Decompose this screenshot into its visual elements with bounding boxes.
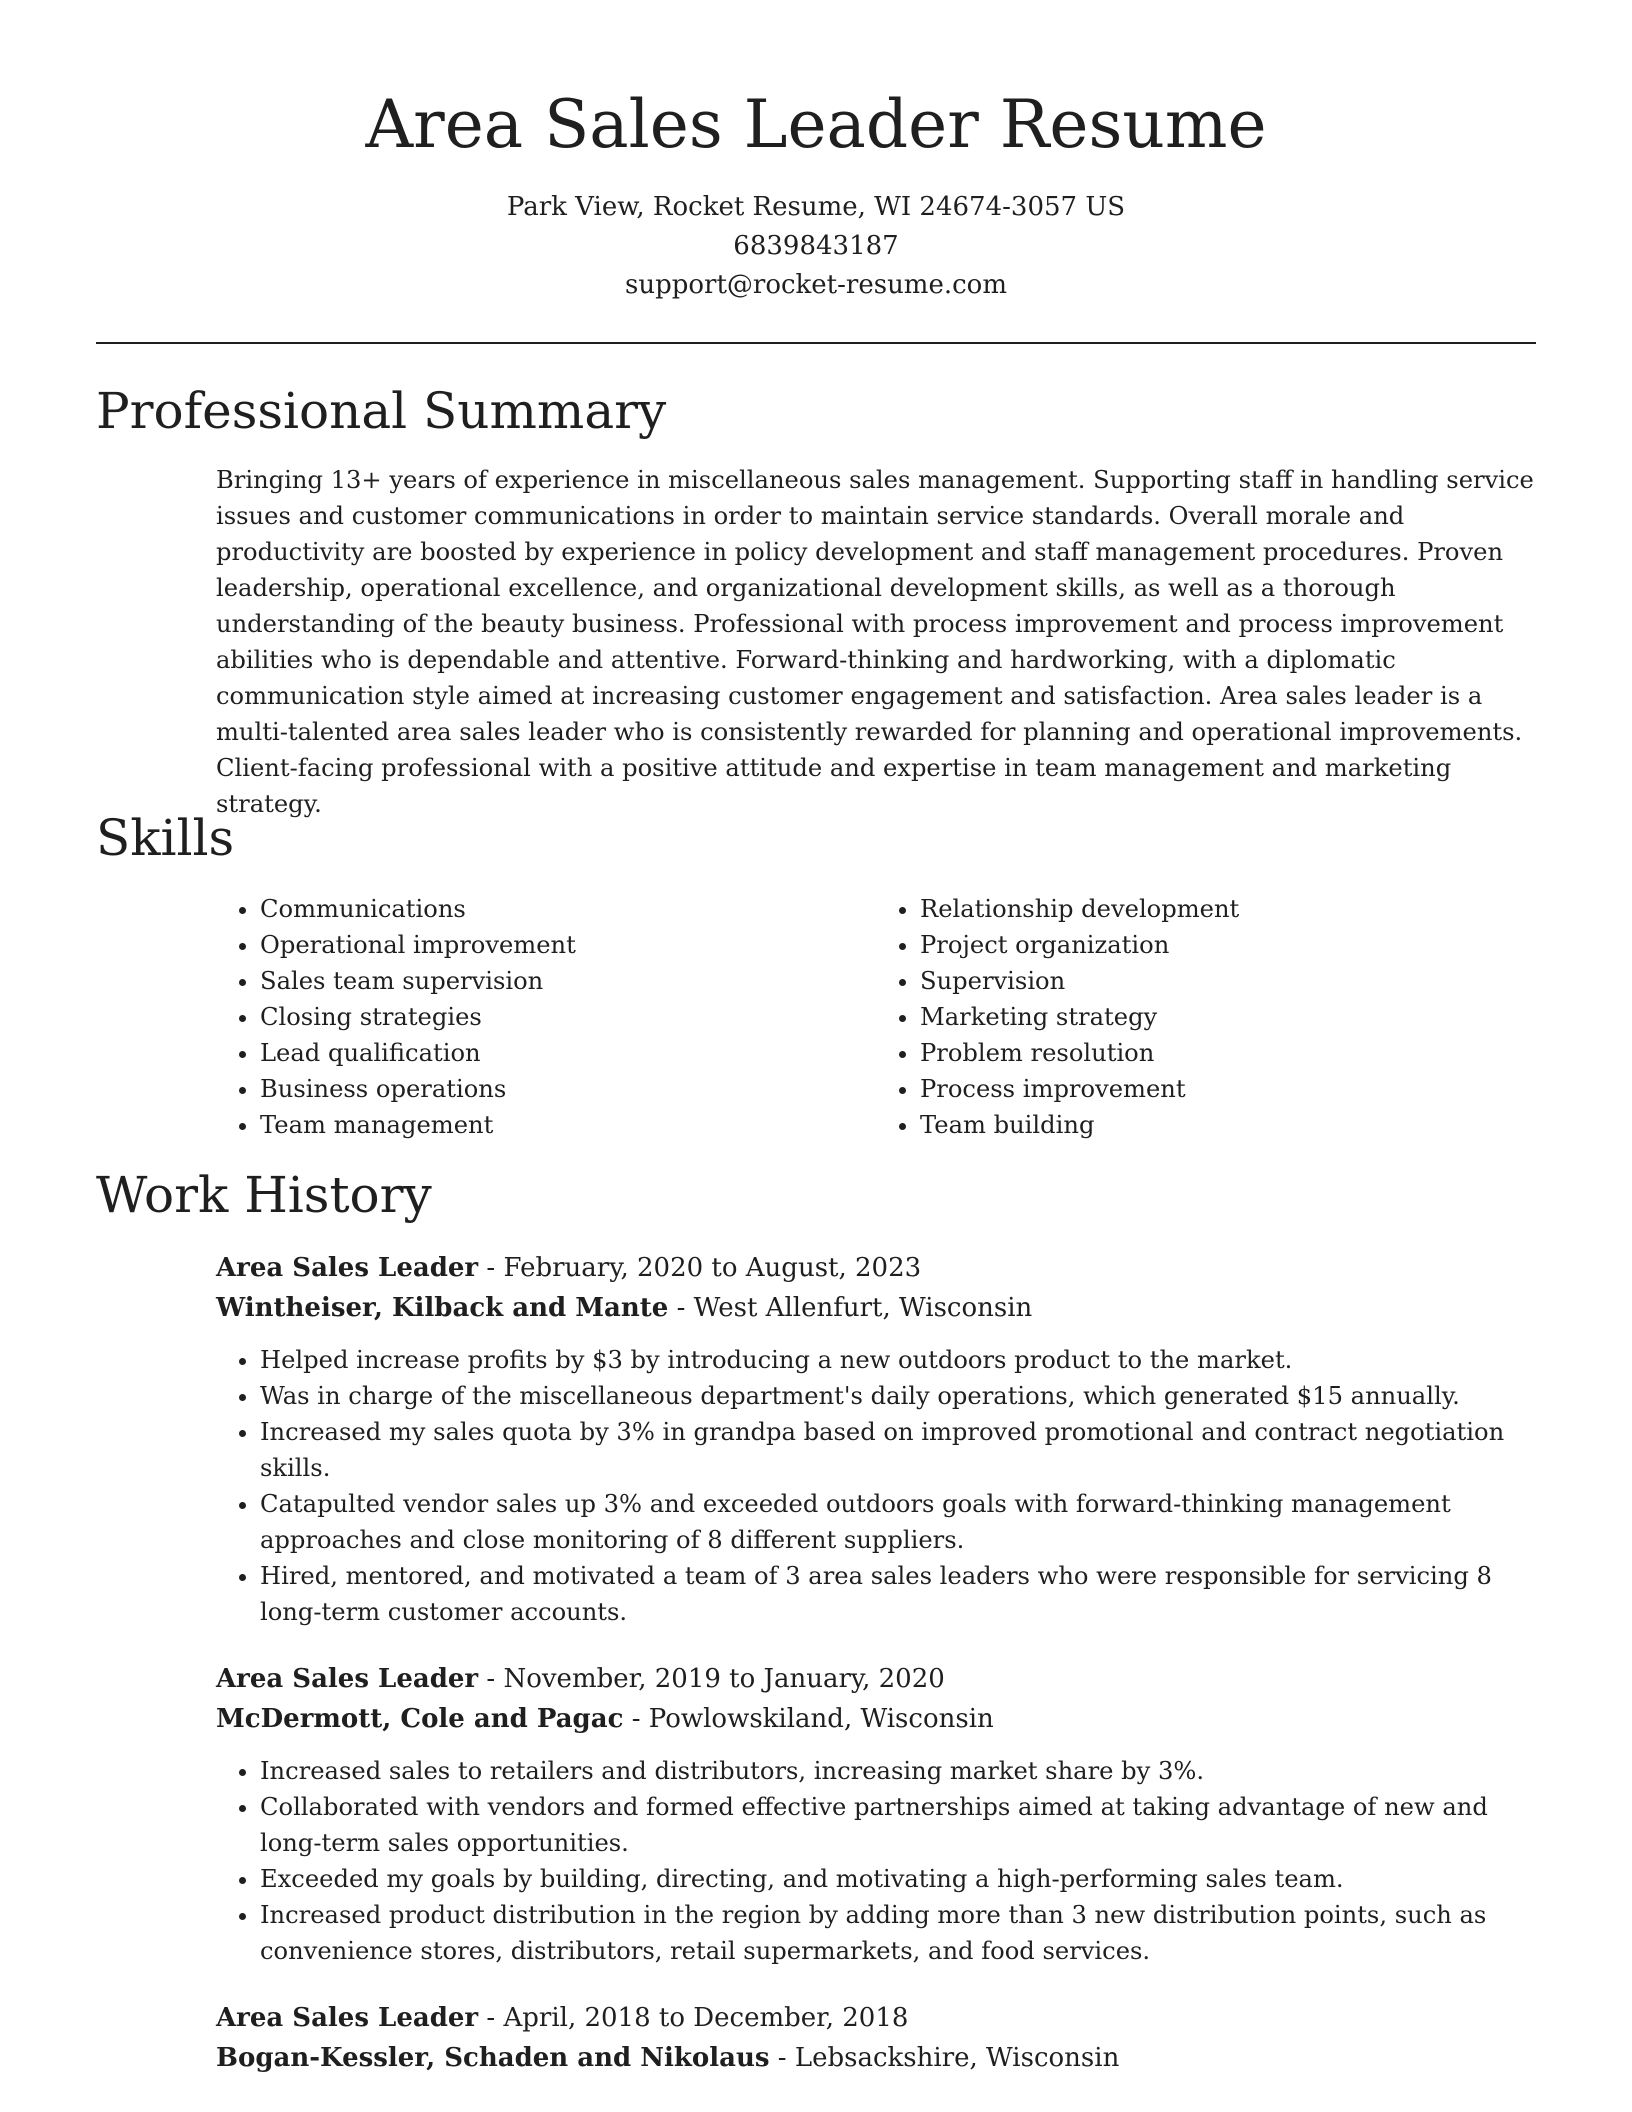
company-name: Bogan-Kessler, Schaden and Nikolaus <box>216 2043 770 2073</box>
work-history-list <box>216 1248 1542 2107</box>
job-dates: April, 2018 to December, 2018 <box>503 2003 909 2033</box>
company-name: McDermott, Cole and Pagac <box>216 1704 624 1734</box>
resume-title: Area Sales Leader Resume <box>365 86 1267 163</box>
section-heading-skills: Skills <box>96 809 235 867</box>
skill-item: • Operational improvement <box>260 927 876 963</box>
job-location: West Allenfurt, Wisconsin <box>693 1293 1033 1323</box>
skill-item: • Team management <box>260 1107 876 1143</box>
job-entry <box>216 1659 1542 1969</box>
skill-item: • Process improvement <box>920 1071 1536 1107</box>
job-title-line <box>216 1998 1542 2038</box>
skill-item: • Communications <box>260 891 876 927</box>
separator: - <box>777 2043 795 2073</box>
job-company-line <box>216 1288 1542 1328</box>
job-bullet: • Increased product distribution in the region by adding more than 3 new distribution points, such as convenience stores, distributors, retail supermarkets, and food services. <box>260 1897 1542 1969</box>
skills-list <box>216 891 1536 1143</box>
address: Park View, Rocket Resume, WI 24674-3057 US <box>506 192 1126 222</box>
job-dates: November, 2019 to January, 2020 <box>503 1664 945 1694</box>
header-divider <box>96 342 1536 344</box>
separator: - <box>486 1664 504 1694</box>
job-location: Powlowskiland, Wisconsin <box>648 1704 994 1734</box>
job-bullet: • Exceeded my goals by building, directing, and motivating a high-performing sales team. <box>260 1861 1542 1897</box>
job-title-line <box>216 1248 1542 1288</box>
phone-number: 6839843187 <box>733 231 899 261</box>
job-bullets <box>216 1753 1542 1969</box>
separator: - <box>486 2003 504 2033</box>
separator: - <box>631 1704 649 1734</box>
section-heading-work-history: Work History <box>96 1166 432 1224</box>
job-title: Area Sales Leader <box>216 1664 479 1694</box>
company-name: Wintheiser, Kilback and Mante <box>216 1293 669 1323</box>
job-company-line <box>216 2038 1542 2078</box>
skill-item: • Project organization <box>920 927 1536 963</box>
job-title-line <box>216 1659 1542 1699</box>
skill-item: • Team building <box>920 1107 1536 1143</box>
job-bullet: • Hired, mentored, and motivated a team of 3 area sales leaders who were responsible for servicing 8 long-term customer accounts. <box>260 1558 1542 1630</box>
summary-text: Bringing 13+ years of experience in miscellaneous sales management. Supporting staff in handling service issues and customer communications in order to maintain service standards. Overall morale and productivity are boosted by experience in policy development and staff management procedures. Proven leadership, operational excellence, and organizational development skills, as well as a thorough understanding of the beauty business. Professional with process improvement and process improvement abilities who is dependable and attentive. Forward-thinking and hardworking, with a diplomatic communication style aimed at increasing customer engagement and satisfaction. Area sales leader is a multi-talented area sales leader who is consistently rewarded for planning and operational improvements. Client-facing professional with a positive attitude and expertise in team management and marketing strategy. <box>216 466 1534 818</box>
contact-info <box>0 188 1632 305</box>
skill-item: • Business operations <box>260 1071 876 1107</box>
job-bullet: • Increased my sales quota by 3% in grandpa based on improved promotional and contract negotiation skills. <box>260 1414 1542 1486</box>
job-bullet: • Increased sales to retailers and distributors, increasing market share by 3%. <box>260 1753 1542 1789</box>
job-location: Lebsackshire, Wisconsin <box>794 2043 1120 2073</box>
job-entry <box>216 1248 1542 1630</box>
skill-item: • Problem resolution <box>920 1035 1536 1071</box>
job-title: Area Sales Leader <box>216 2003 479 2033</box>
skill-item: • Relationship development <box>920 891 1536 927</box>
job-bullet: • Helped increase profits by $3 by introducing a new outdoors product to the market. <box>260 1342 1542 1378</box>
job-title: Area Sales Leader <box>216 1253 479 1283</box>
email-address: support@rocket-resume.com <box>624 270 1007 300</box>
job-bullet: • Collaborated with vendors and formed effective partnerships aimed at taking advantage of new and long-term sales opportunities. <box>260 1789 1542 1861</box>
skills-column-left <box>216 891 876 1143</box>
skills-column-right <box>876 891 1536 1143</box>
skill-item: • Lead qualification <box>260 1035 876 1071</box>
job-bullet: • Catapulted vendor sales up 3% and exceeded outdoors goals with forward-thinking management approaches and close monitoring of 8 different suppliers. <box>260 1486 1542 1558</box>
separator: - <box>676 1293 694 1323</box>
job-bullets <box>216 1342 1542 1630</box>
job-company-line <box>216 1699 1542 1739</box>
skill-item: • Marketing strategy <box>920 999 1536 1035</box>
job-dates: February, 2020 to August, 2023 <box>503 1253 922 1283</box>
skill-item: • Supervision <box>920 963 1536 999</box>
separator: - <box>486 1253 504 1283</box>
skill-item: • Closing strategies <box>260 999 876 1035</box>
job-entry <box>216 1998 1542 2078</box>
job-bullet: • Was in charge of the miscellaneous department's daily operations, which generated $15 annually. <box>260 1378 1542 1414</box>
skill-item: • Sales team supervision <box>260 963 876 999</box>
resume-header <box>0 0 1632 305</box>
section-heading-summary: Professional Summary <box>96 382 667 440</box>
